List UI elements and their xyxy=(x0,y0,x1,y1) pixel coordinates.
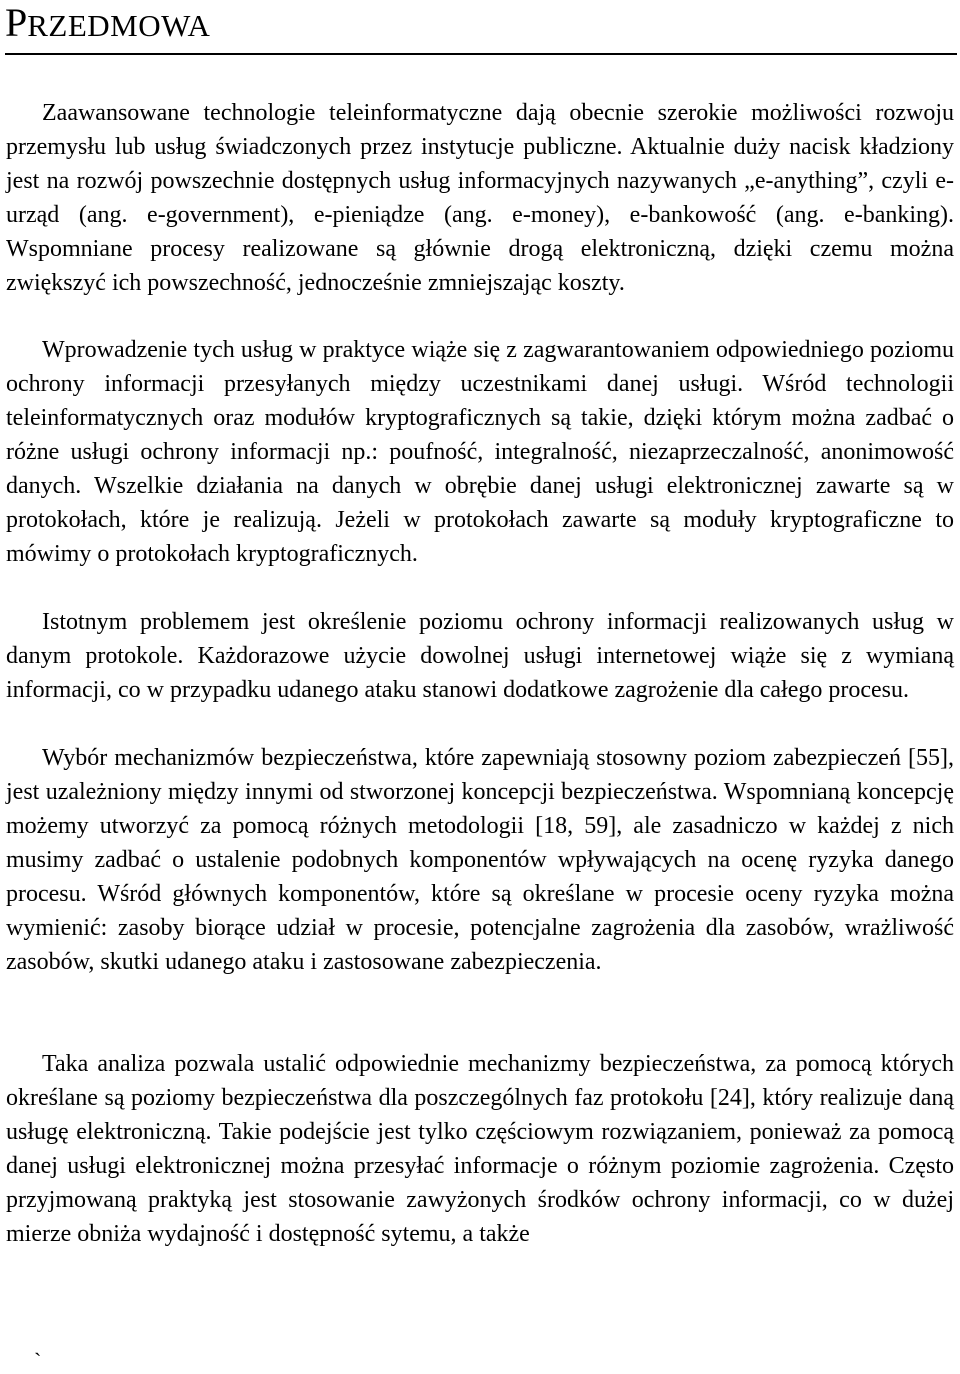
page-title xyxy=(5,0,957,55)
stray-mark: ` xyxy=(34,1348,42,1373)
paragraph-analysis: Taka analiza pozwala ustalić odpowiednie mechanizmy bezpieczeństwa, za pomocą których określane są poziomy bezpieczeństwa dla poszczególnych faz protokołu [24], który realizuje daną usługę elektroniczną. Takie podejście jest tylko częściowym rozwiązaniem, ponieważ za pomocą danej usługi elektronicznej można przesyłać informacje o różnym poziomie zagrożenia. Często przyjmowaną praktyką jest stosowanie zawyżonych środków ochrony informacji, co w dużej mierze obniża wydajność i dostępność sytemu, a także xyxy=(6,1051,954,1247)
page-title-initial: P xyxy=(5,0,28,45)
page-title-rest: RZEDMOWA xyxy=(27,8,211,43)
paragraph-protocols: Wprowadzenie tych usług w praktyce wiąże się z zagwarantowaniem odpowiedniego poziomu ochrony informacji przesyłanych między uczestnikami danej usługi. Wśród technologii teleinformatycznych oraz modułów kryptograficznych są takie, dzięki którym można zadbać o różne usługi ochrony informacji np.: poufność, integralność, niezaprzeczalność, anonimowość danych. Wszelkie działania na danych w obrębie danej usługi elektronicznej zawarte są w protokołach, które je realizują. Jeżeli w protokołach zawarte są moduły kryptograficzne to mówimy o protokołach kryptograficznych. xyxy=(6,337,954,567)
paragraph-problem: Istotnym problemem jest określenie poziomu ochrony informacji realizowanych usług w danym protokole. Każdorazowe użycie dowolnej usługi internetowej wiąże się z wymianą informacji, co w przypadku udanego ataku stanowi dodatkowe zagrożenie dla całego procesu. xyxy=(6,609,954,703)
paragraph-mechanisms: Wybór mechanizmów bezpieczeństwa, które zapewniają stosowny poziom zabezpieczeń [55], jest uzależniony między innymi od stworzonej koncepcji bezpieczeństwa. Wspomnianą koncepcję możemy utworzyć za pomocą różnych metodologii [18, 59], ale zasadniczo w każdej z nich musimy zadbać o ustalenie podobnych komponentów wpływających na ocenę ryzyka danego procesu. Wśród głównych komponentów, które są określane w procesie oceny ryzyka można wymienić: zasoby biorące udział w procesie, potencjalne zagrożenia dla zasobów, wrażliwość zasobów, skutki udanego ataku i zastosowane zabezpieczenia. xyxy=(6,745,954,975)
paragraph-intro: Zaawansowane technologie teleinformatyczne dają obecnie szerokie możliwości rozwoju przemysłu lub usług świadczonych przez instytucje publiczne. Aktualnie duży nacisk kładziony jest na rozwój powszechnie dostępnych usług informacyjnych nazywanych „e-anything”, czyli e-urząd (ang. e-government), e-pieniądze (ang. e-money), e-bankowość (ang. e-banking). Wspomniane procesy realizowane są głównie drogą elektroniczną, dzięki czemu można zwiększyć ich powszechność, jednocześnie zmniejszając koszty. xyxy=(6,100,954,296)
